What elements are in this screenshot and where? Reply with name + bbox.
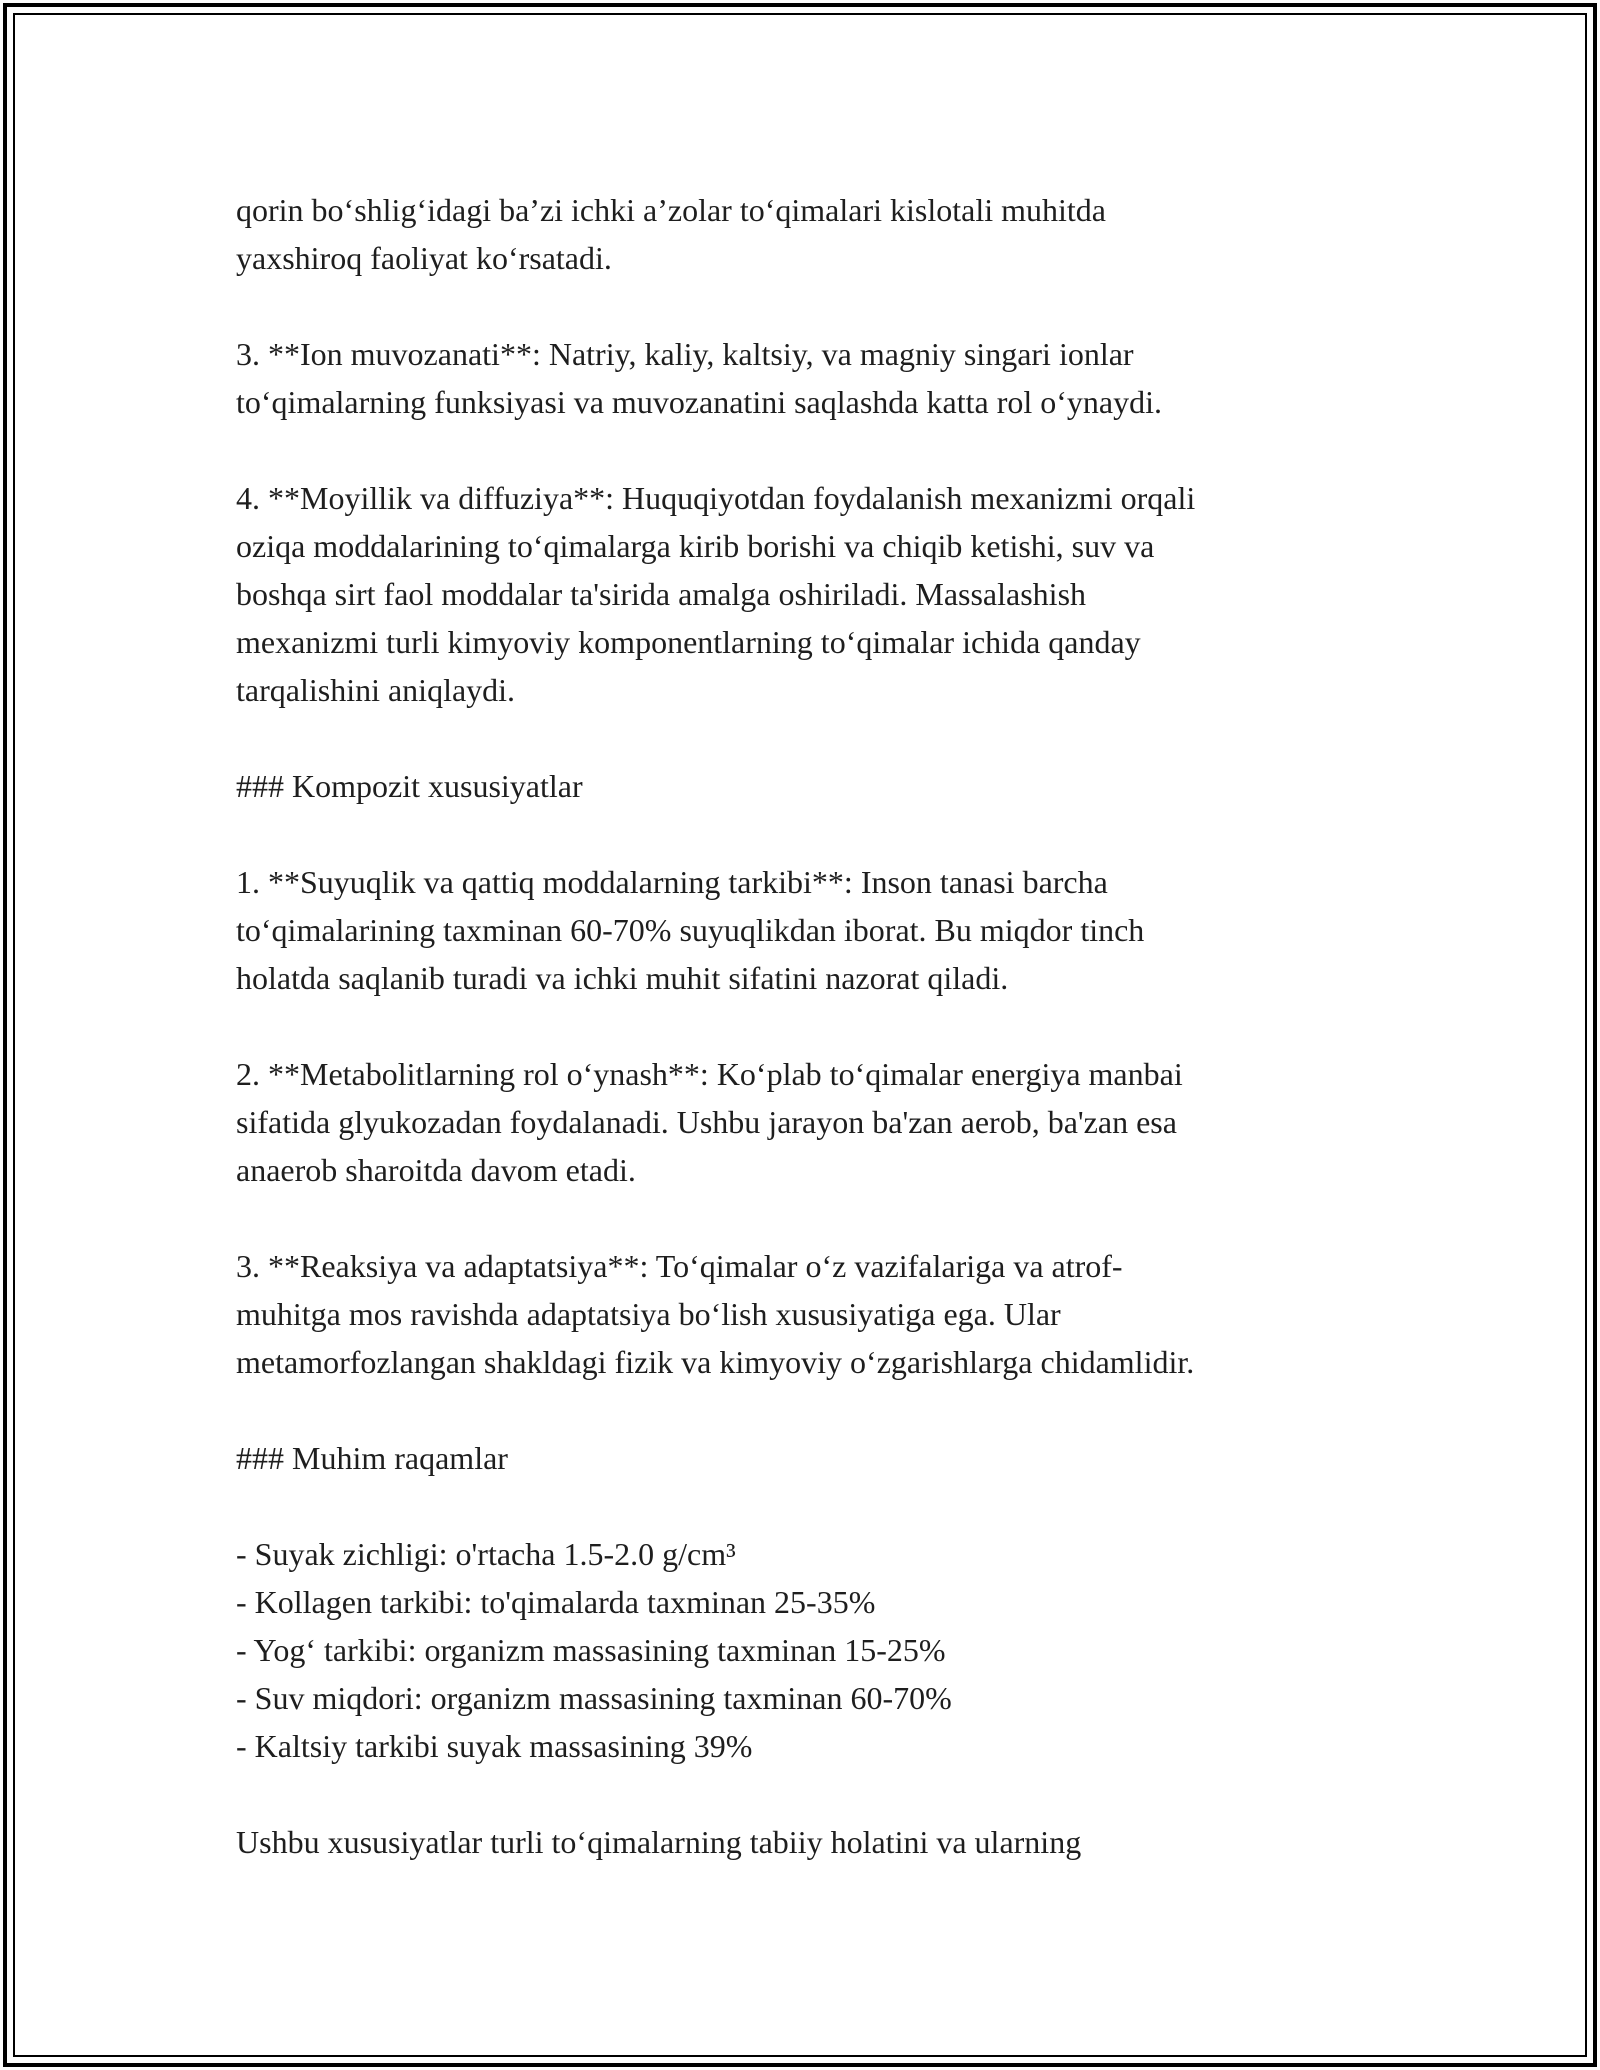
- paragraph: [236, 1818, 1416, 1866]
- text-line: boshqa sirt faol moddalar ta'sirida amalga oshiriladi. Massalashish: [236, 576, 1087, 612]
- text-line: Ushbu xususiyatlar turli to‘qimalarning tabiiy holatini va ularning: [236, 1824, 1082, 1860]
- text-line: holatda saqlanib turadi va ichki muhit sifatini nazorat qiladi.: [236, 960, 1009, 996]
- text-line: to‘qimalarning funksiyasi va muvozanatini saqlashda katta rol o‘ynaydi.: [236, 384, 1162, 420]
- text-line: 4. **Moyillik va diffuziya**: Huquqiyotdan foydalanish mexanizmi orqali: [236, 480, 1196, 516]
- text-line: ### Kompozit xususiyatlar: [236, 768, 583, 804]
- text-line: 2. **Metabolitlarning rol o‘ynash**: Ko‘plab to‘qimalar energiya manbai: [236, 1056, 1183, 1092]
- text-line: yaxshiroq faoliyat ko‘rsatadi.: [236, 240, 612, 276]
- text-line: ### Muhim raqamlar: [236, 1440, 508, 1476]
- paragraph: [236, 330, 1416, 426]
- text-line: - Suv miqdori: organizm massasining taxminan 60-70%: [236, 1680, 952, 1716]
- text-line: 3. **Ion muvozanati**: Natriy, kaliy, kaltsiy, va magniy singari ionlar: [236, 336, 1134, 372]
- paragraph: [236, 1530, 1416, 1770]
- text-line: - Kaltsiy tarkibi suyak massasining 39%: [236, 1728, 753, 1764]
- text-line: oziqa moddalarining to‘qimalarga kirib borishi va chiqib ketishi, suv va: [236, 528, 1155, 564]
- paragraph: [236, 474, 1416, 714]
- paragraph: [236, 858, 1416, 1002]
- paragraph: [236, 186, 1416, 282]
- paragraph: [236, 1242, 1416, 1386]
- text-line: anaerob sharoitda davom etadi.: [236, 1152, 636, 1188]
- paragraph: [236, 1434, 1416, 1482]
- text-line: sifatida glyukozadan foydalanadi. Ushbu jarayon ba'zan aerob, ba'zan esa: [236, 1104, 1177, 1140]
- text-line: to‘qimalarining taxminan 60-70% suyuqlikdan iborat. Bu miqdor tinch: [236, 912, 1145, 948]
- text-line: - Yog‘ tarkibi: organizm massasining taxminan 15-25%: [236, 1632, 946, 1668]
- text-line: metamorfozlangan shakldagi fizik va kimyoviy o‘zgarishlarga chidamlidir.: [236, 1344, 1195, 1380]
- text-line: qorin bo‘shlig‘idagi ba’zi ichki a’zolar to‘qimalari kislotali muhitda: [236, 192, 1106, 228]
- text-line: 1. **Suyuqlik va qattiq moddalarning tarkibi**: Inson tanasi barcha: [236, 864, 1108, 900]
- text-line: - Suyak zichligi: o'rtacha 1.5-2.0 g/cm³: [236, 1536, 736, 1572]
- paragraph: [236, 1050, 1416, 1194]
- paragraph: [236, 762, 1416, 810]
- text-line: mexanizmi turli kimyoviy komponentlarning to‘qimalar ichida qanday: [236, 624, 1141, 660]
- text-line: tarqalishini aniqlaydi.: [236, 672, 516, 708]
- document-body: [236, 186, 1416, 1866]
- text-line: muhitga mos ravishda adaptatsiya bo‘lish xususiyatiga ega. Ular: [236, 1296, 1061, 1332]
- text-line: - Kollagen tarkibi: to'qimalarda taxminan 25-35%: [236, 1584, 876, 1620]
- text-line: 3. **Reaksiya va adaptatsiya**: To‘qimalar o‘z vazifalariga va atrof-: [236, 1248, 1123, 1284]
